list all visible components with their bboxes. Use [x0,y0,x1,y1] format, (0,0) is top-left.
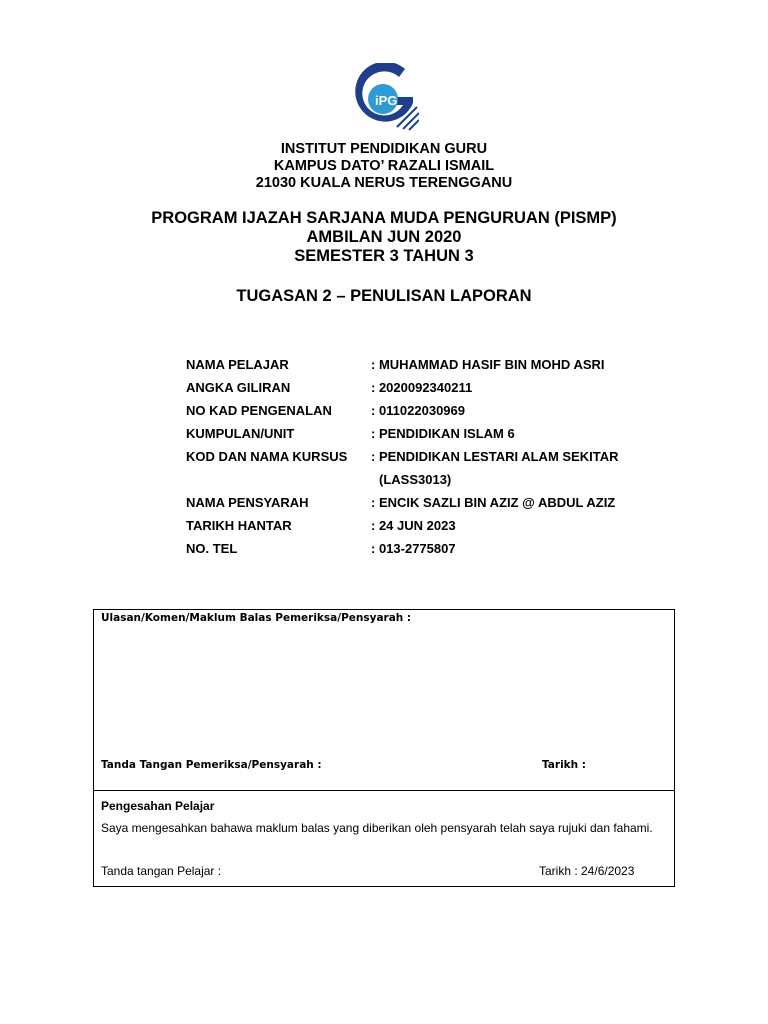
assignment-title: TUGASAN 2 – PENULISAN LAPORAN [236,287,532,305]
institution-block [0,141,768,192]
info-label: NAMA PELAJAR [186,357,289,372]
student-signature-label: Tanda tangan Pelajar : [101,864,222,878]
info-row-lecturer [186,491,666,514]
info-label: ANGKA GILIRAN [186,380,291,395]
info-label: NO. TEL [186,541,238,556]
student-date: Tarikh : 24/6/2023 [539,864,635,878]
info-label: NAMA PENSYARAH [186,495,309,510]
examiner-date-label: Tarikh : [542,759,586,771]
info-value: : 013-2775807 [371,541,456,556]
confirmation-heading: Pengesahan Pelajar [101,799,215,813]
info-row-index-number [186,376,666,399]
info-label: KOD DAN NAMA KURSUS [186,449,348,464]
institution-name: INSTITUT PENDIDIKAN GURU [280,141,488,157]
confirmation-text: Saya mengesahkan bahawa maklum balas yang diberikan oleh pensyarah telah saya rujuki dan fahami. [101,821,653,835]
ipg-logo [353,63,419,131]
info-row-ic-number [186,399,666,422]
info-value: : 011022030969 [371,403,465,418]
info-label: KUMPULAN/UNIT [186,426,295,441]
info-value: : MUHAMMAD HASIF BIN MOHD ASRI [371,357,605,372]
info-value: : ENCIK SAZLI BIN AZIZ @ ABDUL AZIZ [371,495,616,510]
program-name: PROGRAM IJAZAH SARJANA MUDA PENGURUAN (PISMP) [151,209,617,227]
info-row-course [186,445,666,468]
info-value: : PENDIDIKAN ISLAM 6 [371,426,515,441]
confirmation-section [94,791,674,887]
info-value-continuation: (LASS3013) [379,472,452,487]
info-label: TARIKH HANTAR [186,518,292,533]
campus-name: KAMPUS DATO’ RAZALI ISMAIL [273,158,495,174]
info-value: : 2020092340211 [371,380,473,395]
examiner-signature-label: Tanda Tangan Pemeriksa/Pensyarah : [101,759,322,771]
review-heading: Ulasan/Komen/Maklum Balas Pemeriksa/Pensyarah : [101,612,412,624]
info-row-submission-date [186,514,666,537]
info-row-group [186,422,666,445]
ipg-logo-icon [353,63,419,131]
info-row-phone [186,537,666,560]
info-label: NO KAD PENGENALAN [186,403,332,418]
semester: SEMESTER 3 TAHUN 3 [294,247,474,265]
institution-address: 21030 KUALA NERUS TERENGGANU [255,175,513,191]
review-section [94,610,674,791]
info-row-course-code [186,468,666,491]
logo-text: iPG [375,93,398,108]
info-value: : PENDIDIKAN LESTARI ALAM SEKITAR [371,449,619,464]
program-block [0,209,768,266]
student-info [186,353,666,560]
intake: AMBILAN JUN 2020 [306,228,462,246]
info-row-student-name [186,353,666,376]
review-box [93,609,675,887]
info-value: : 24 JUN 2023 [371,518,456,533]
